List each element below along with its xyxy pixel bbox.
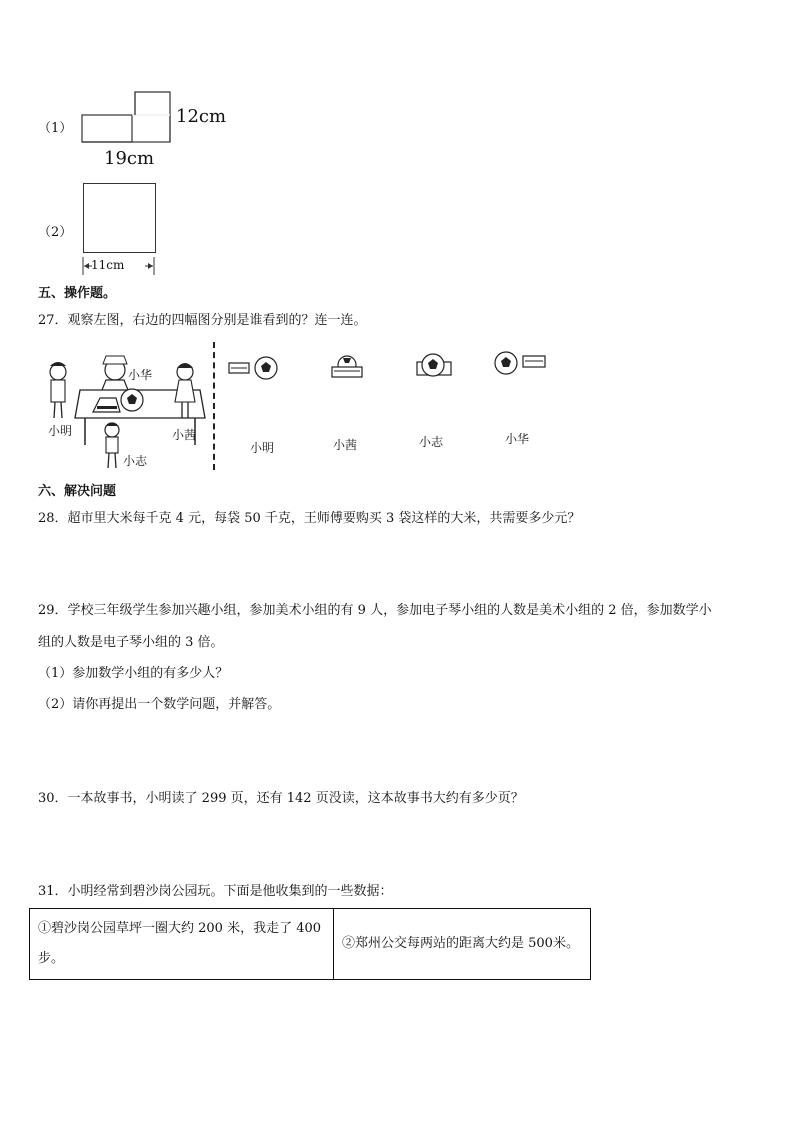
data-cell-1	[30, 909, 334, 980]
scene-label-xiaohua: 小华	[128, 368, 153, 382]
view-label-3: 小志	[419, 435, 444, 449]
view-label-2: 小茜	[333, 438, 358, 452]
question-29-line-2: 组的人数是电子琴小组的 3 倍。	[38, 635, 224, 650]
four-views	[225, 350, 565, 390]
question-29-sub-2: （2）请你再提出一个数学问题，并解答。	[38, 697, 281, 712]
l-shape-top-edge	[82, 92, 170, 142]
scene-label-xiaoming: 小明	[48, 424, 73, 438]
view-2-box	[332, 367, 362, 377]
view-label-4: 小华	[505, 432, 530, 446]
figure-1-width-label: 19cm	[104, 148, 155, 169]
data-cell-2	[334, 909, 591, 980]
question-27: 27．观察左图，右边的四幅图分别是谁看到的？连一连。	[38, 313, 367, 328]
data-cell-1-line-1: ①碧沙岗公园草坪一圈大约 200 米，我走了 400	[38, 921, 322, 936]
square-figure	[83, 183, 156, 253]
view-label-1: 小明	[250, 441, 275, 455]
data-cell-2-text: ②郑州公交每两站的距离大约是 500米。	[342, 936, 579, 951]
question-31: 31．小明经常到碧沙岗公园玩。下面是他收集到的一些数据：	[38, 884, 393, 899]
section-6-heading: 六、解决问题	[38, 484, 117, 499]
figure-1-height-label: 12cm	[176, 106, 227, 127]
l-shape-figure	[75, 85, 235, 175]
person-xiaoming	[50, 364, 66, 380]
section-5-heading: 五、操作题。	[38, 286, 117, 301]
question-29-line-1: 29．学校三年级学生参加兴趣小组，参加美术小组的有 9 人，参加电子琴小组的人数是美术小组的 2 倍，参加数学小	[38, 603, 712, 618]
question-31-data-table	[29, 908, 591, 980]
scene-label-xiaoqian: 小茜	[172, 428, 197, 442]
question-30: 30．一本故事书，小明读了 299 页，还有 142 页没读，这本故事书大约有多少页？	[38, 791, 524, 806]
figure-2-width-label: 11cm	[91, 258, 125, 272]
table-row	[30, 909, 591, 980]
l-shape-outline	[82, 115, 170, 142]
dashed-divider	[213, 342, 215, 470]
scene-label-xiaozhi: 小志	[123, 454, 148, 468]
figure-1-index: （1）	[38, 121, 73, 136]
figure-2-index: （2）	[38, 225, 73, 240]
data-cell-1-line-2: 步。	[38, 951, 65, 966]
question-29-sub-1: （1）参加数学小组的有多少人？	[38, 666, 229, 681]
question-28: 28．超市里大米每千克 4 元，每袋 50 千克，王师傅要购买 3 袋这样的大米，共需要多少元？	[38, 511, 581, 526]
box-object	[93, 398, 120, 412]
